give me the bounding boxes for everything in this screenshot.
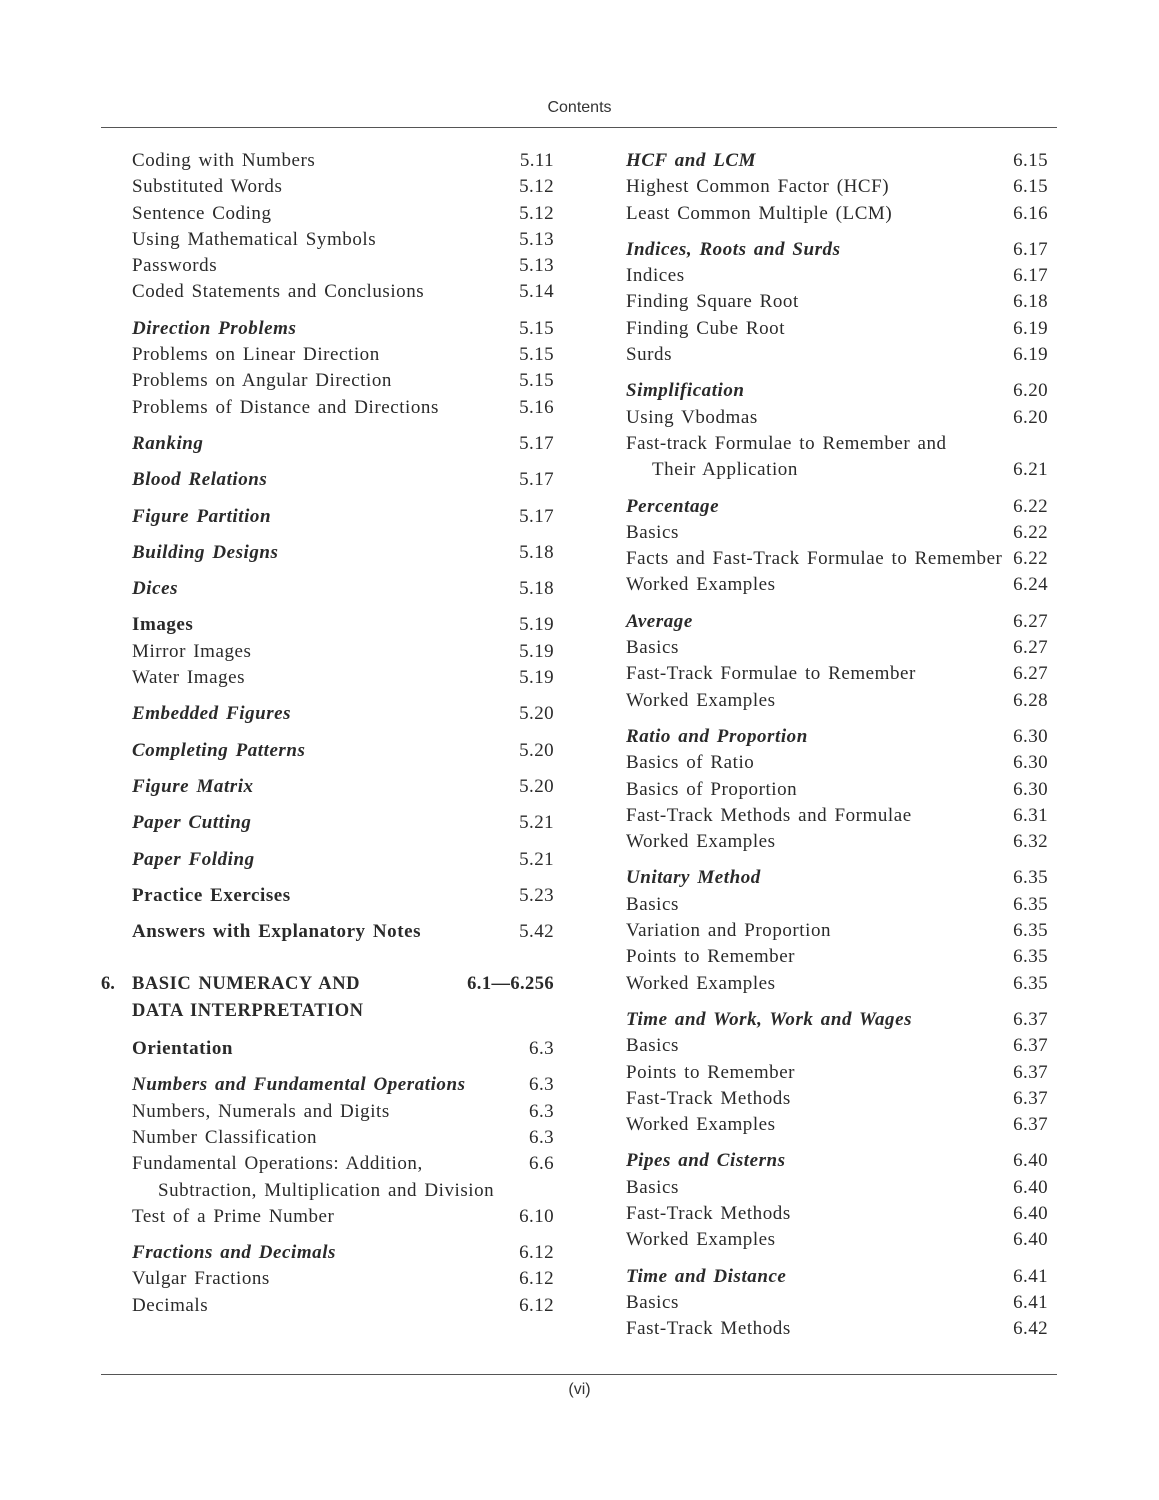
toc-entry	[626, 572, 1048, 598]
entry-page: 6.27	[1013, 610, 1048, 632]
toc-entry	[132, 368, 554, 394]
toc-entry	[132, 201, 554, 227]
entry-page: 6.41	[1013, 1265, 1048, 1287]
entry-page: 6.28	[1013, 689, 1048, 711]
entry-page: 6.3	[529, 1038, 554, 1060]
entry-page: 6.16	[1013, 202, 1048, 224]
toc-entry	[132, 342, 554, 368]
entry-page: 6.19	[1013, 344, 1048, 366]
entry-page: 6.3	[529, 1100, 554, 1122]
toc-entry	[626, 688, 1048, 714]
entry-page: 6.37	[1013, 1114, 1048, 1136]
toc-group	[132, 467, 554, 493]
entry-page: 5.18	[519, 541, 554, 563]
entry-page: 6.20	[1013, 380, 1048, 402]
toc-group	[132, 1036, 554, 1062]
section-pages: 6.1—6.256	[467, 974, 554, 995]
entry-page: 6.12	[519, 1294, 554, 1316]
toc-group	[626, 865, 1048, 996]
entry-title: Basics	[626, 1035, 679, 1057]
toc-entry	[626, 201, 1048, 227]
toc-group	[132, 883, 554, 909]
entry-page: 6.27	[1013, 637, 1048, 659]
entry-page: 6.21	[1013, 459, 1048, 481]
entry-page: 5.12	[519, 202, 554, 224]
entry-page: 5.42	[519, 921, 554, 943]
toc-heading-entry	[626, 865, 1048, 891]
toc-entry	[132, 665, 554, 691]
entry-title: Points to Remember	[626, 946, 796, 968]
toc-entry	[132, 148, 554, 174]
page-number: (vi)	[568, 1381, 591, 1398]
toc-heading-entry	[626, 494, 1048, 520]
toc-group	[132, 919, 554, 945]
entry-page: 6.37	[1013, 1035, 1048, 1057]
entry-title: Completing Patterns	[132, 739, 306, 761]
toc-heading-entry	[132, 738, 554, 764]
entry-title: Substituted Words	[132, 176, 283, 198]
entry-page: 6.35	[1013, 867, 1048, 889]
toc-group	[626, 378, 1048, 483]
running-head: Contents	[547, 99, 612, 116]
toc-entry	[132, 1099, 554, 1125]
entry-title: Answers with Explanatory Notes	[132, 921, 422, 943]
entry-title: Basics	[626, 521, 679, 543]
toc-entry	[626, 803, 1048, 829]
toc-entry	[626, 1227, 1048, 1253]
toc-heading-entry	[132, 883, 554, 909]
entry-title: Fast-Track Formulae to Remember	[626, 663, 916, 685]
toc-entry	[626, 1086, 1048, 1112]
entry-page: 6.12	[519, 1268, 554, 1290]
entry-title: Worked Examples	[626, 689, 776, 711]
entry-title: Facts and Fast-Track Formulae to Remember	[626, 548, 1003, 570]
toc-entry	[132, 1293, 554, 1319]
toc-group	[132, 738, 554, 764]
entry-page: 5.20	[519, 775, 554, 797]
entry-title: Mirror Images	[132, 640, 252, 662]
toc-entry	[626, 661, 1048, 687]
section-title-line1: BASIC NUMERACY AND	[132, 974, 361, 995]
section-heading	[101, 971, 554, 1024]
entry-title: Worked Examples	[626, 574, 776, 596]
entry-page: 6.27	[1013, 663, 1048, 685]
toc-entry	[626, 829, 1048, 855]
entry-title: Fast-Track Methods and Formulae	[626, 804, 912, 826]
entry-page: 5.23	[519, 884, 554, 906]
entry-page: 5.15	[519, 370, 554, 392]
toc-right-column	[626, 148, 1048, 1352]
entry-page: 6.31	[1013, 804, 1048, 826]
entry-title: Numbers and Fundamental Operations	[132, 1074, 466, 1096]
toc-group	[626, 609, 1048, 714]
toc-entry	[626, 777, 1048, 803]
toc-heading-entry	[132, 701, 554, 727]
toc-entry	[132, 395, 554, 421]
toc-entry	[626, 342, 1048, 368]
entry-title: Water Images	[132, 667, 246, 689]
entry-page: 5.21	[519, 848, 554, 870]
entry-title: Using Vbodmas	[626, 406, 758, 428]
toc-heading-entry	[132, 540, 554, 566]
entry-page: 6.18	[1013, 291, 1048, 313]
entry-title: Indices, Roots and Surds	[626, 238, 841, 260]
entry-page: 6.22	[1013, 521, 1048, 543]
entry-title: Worked Examples	[626, 972, 776, 994]
entry-title: Ratio and Proportion	[626, 725, 808, 747]
entry-title: Finding Cube Root	[626, 317, 786, 339]
toc-heading-entry	[626, 724, 1048, 750]
toc-group	[132, 316, 554, 421]
toc-entry	[626, 457, 1048, 483]
toc-entry	[626, 1060, 1048, 1086]
entry-page: 5.19	[519, 640, 554, 662]
entry-page: 5.14	[519, 281, 554, 303]
entry-title: Decimals	[132, 1294, 209, 1316]
entry-title: Problems on Angular Direction	[132, 370, 392, 392]
toc-heading-entry	[626, 1148, 1048, 1174]
entry-title: Orientation	[132, 1038, 234, 1060]
entry-page: 6.17	[1013, 265, 1048, 287]
entry-title: Images	[132, 614, 194, 636]
entry-page: 6.17	[1013, 238, 1048, 260]
toc-group	[132, 504, 554, 530]
entry-title: Sentence Coding	[132, 202, 272, 224]
entry-page: 5.19	[519, 667, 554, 689]
toc-heading-entry	[132, 1072, 554, 1098]
toc-group	[132, 148, 554, 306]
toc-heading-entry	[132, 1240, 554, 1266]
entry-title: Indices	[626, 265, 685, 287]
entry-page: 5.19	[519, 614, 554, 636]
entry-title: Fundamental Operations: Addition,	[132, 1153, 423, 1175]
entry-title: HCF and LCM	[626, 150, 757, 171]
toc-left-column	[101, 148, 554, 1329]
entry-title: Fractions and Decimals	[132, 1242, 337, 1264]
entry-page: 6.20	[1013, 406, 1048, 428]
entry-title: Basics of Proportion	[626, 778, 798, 800]
entry-page: 6.35	[1013, 920, 1048, 942]
toc-entry	[626, 635, 1048, 661]
entry-title: Test of a Prime Number	[132, 1205, 335, 1227]
entry-page: 6.40	[1013, 1202, 1048, 1224]
toc-group	[132, 1240, 554, 1319]
toc-entry	[132, 1178, 554, 1204]
toc-entry	[132, 253, 554, 279]
toc-entry	[626, 1201, 1048, 1227]
entry-page: 6.12	[519, 1242, 554, 1264]
entry-title: Subtraction, Multiplication and Division	[158, 1179, 495, 1201]
entry-page: 6.30	[1013, 725, 1048, 747]
toc-entry	[626, 1175, 1048, 1201]
toc-entry	[626, 174, 1048, 200]
entry-title: Their Application	[652, 459, 798, 481]
footer-rule	[101, 1374, 1057, 1375]
toc-heading-entry	[626, 378, 1048, 404]
entry-page: 5.20	[519, 739, 554, 761]
entry-page: 5.20	[519, 703, 554, 725]
toc-entry	[626, 1316, 1048, 1342]
toc-entry	[626, 289, 1048, 315]
entry-page: 6.40	[1013, 1229, 1048, 1251]
toc-entry	[626, 405, 1048, 431]
toc-entry	[132, 1204, 554, 1230]
entry-title: Problems on Linear Direction	[132, 344, 380, 366]
entry-title: Fast-Track Methods	[626, 1318, 791, 1340]
toc-entry	[132, 1151, 554, 1177]
toc-entry	[626, 520, 1048, 546]
toc-group	[132, 774, 554, 800]
toc-heading-entry	[132, 774, 554, 800]
entry-title: Time and Work, Work and Wages	[626, 1008, 913, 1030]
toc-entry	[132, 639, 554, 665]
entry-page: 6.22	[1013, 548, 1048, 570]
entry-title: Unitary Method	[626, 867, 761, 889]
toc-entry	[626, 1290, 1048, 1316]
toc-heading-entry	[132, 576, 554, 602]
toc-entry	[626, 546, 1048, 572]
entry-page: 6.3	[529, 1074, 554, 1096]
entry-title: Basics	[626, 1176, 679, 1198]
toc-entry	[132, 1125, 554, 1151]
toc-group	[626, 237, 1048, 368]
entry-page: 5.11	[519, 150, 554, 171]
entry-page: 5.18	[519, 578, 554, 600]
entry-page: 6.40	[1013, 1176, 1048, 1198]
toc-heading-entry	[626, 237, 1048, 263]
entry-title: Highest Common Factor (HCF)	[626, 176, 890, 198]
entry-page: 6.41	[1013, 1291, 1048, 1313]
toc-entry	[132, 1266, 554, 1292]
entry-title: Figure Matrix	[132, 775, 254, 797]
entry-page: 5.15	[519, 344, 554, 366]
entry-page: 6.6	[529, 1153, 554, 1175]
entry-title: Points to Remember	[626, 1061, 796, 1083]
entry-title: Fast-Track Methods	[626, 1087, 791, 1109]
toc-heading-entry	[132, 847, 554, 873]
entry-title: Number Classification	[132, 1126, 318, 1148]
toc-heading-entry	[132, 612, 554, 638]
entry-title: Average	[626, 610, 693, 632]
toc-heading-entry	[132, 919, 554, 945]
toc-heading-entry	[132, 810, 554, 836]
section-title-line2: DATA INTERPRETATION	[132, 1000, 364, 1021]
toc-entry	[626, 892, 1048, 918]
entry-title: Percentage	[626, 495, 720, 517]
entry-page: 5.17	[519, 505, 554, 527]
entry-title: Finding Square Root	[626, 291, 799, 313]
entry-title: Using Mathematical Symbols	[132, 228, 377, 250]
toc-entry	[626, 944, 1048, 970]
toc-entry	[626, 263, 1048, 289]
toc-group	[132, 612, 554, 691]
entry-title: Figure Partition	[132, 505, 272, 527]
entry-title: Direction Problems	[132, 317, 297, 339]
entry-title: Basics of Ratio	[626, 752, 755, 774]
entry-title: Coding with Numbers	[132, 150, 316, 171]
entry-title: Pipes and Cisterns	[626, 1150, 786, 1172]
entry-title: Practice Exercises	[132, 884, 291, 906]
entry-page: 5.12	[519, 176, 554, 198]
toc-entry	[626, 1112, 1048, 1138]
entry-page: 6.15	[1013, 176, 1048, 198]
toc-heading-entry	[626, 148, 1048, 174]
entry-title: Paper Folding	[132, 848, 255, 870]
toc-group	[626, 1264, 1048, 1343]
toc-group	[132, 1072, 554, 1230]
entry-title: Dices	[132, 578, 179, 600]
entry-title: Problems of Distance and Directions	[132, 396, 439, 418]
entry-page: 5.17	[519, 432, 554, 454]
entry-page: 6.37	[1013, 1008, 1048, 1030]
entry-page: 6.32	[1013, 831, 1048, 853]
entry-title: Paper Cutting	[132, 812, 252, 834]
entry-page: 5.17	[519, 469, 554, 491]
toc-heading-entry	[626, 609, 1048, 635]
toc-heading-entry	[132, 1036, 554, 1062]
toc-heading-entry	[626, 1007, 1048, 1033]
entry-title: Simplification	[626, 380, 745, 402]
entry-page: 6.35	[1013, 893, 1048, 915]
entry-title: Ranking	[132, 432, 204, 454]
entry-title: Surds	[626, 344, 673, 366]
entry-page: 6.24	[1013, 574, 1048, 596]
entry-page: 6.35	[1013, 946, 1048, 968]
entry-page: 6.30	[1013, 778, 1048, 800]
entry-title: Worked Examples	[626, 1114, 776, 1136]
toc-group	[626, 148, 1048, 227]
toc-entry	[626, 1033, 1048, 1059]
entry-title: Numbers, Numerals and Digits	[132, 1100, 390, 1122]
entry-page: 6.30	[1013, 752, 1048, 774]
toc-group	[132, 847, 554, 873]
toc-entry	[132, 174, 554, 200]
section-number: 6.	[101, 974, 115, 995]
toc-heading-entry	[132, 504, 554, 530]
entry-page: 5.13	[519, 228, 554, 250]
entry-title: Vulgar Fractions	[132, 1268, 270, 1290]
entry-page: 6.22	[1013, 495, 1048, 517]
entry-page: 5.13	[519, 255, 554, 277]
toc-group	[132, 701, 554, 727]
toc-heading-entry	[132, 467, 554, 493]
entry-page: 6.40	[1013, 1150, 1048, 1172]
entry-page: 6.19	[1013, 317, 1048, 339]
entry-title: Worked Examples	[626, 1229, 776, 1251]
toc-group	[626, 1007, 1048, 1138]
entry-page: 6.37	[1013, 1061, 1048, 1083]
toc-entry	[626, 316, 1048, 342]
entry-title: Embedded Figures	[132, 703, 292, 725]
entry-page: 5.21	[519, 812, 554, 834]
toc-group	[132, 810, 554, 836]
entry-page: 6.42	[1013, 1318, 1048, 1340]
toc-entry	[626, 431, 1048, 457]
toc-entry	[132, 227, 554, 253]
toc-group	[626, 1148, 1048, 1253]
entry-title: Worked Examples	[626, 831, 776, 853]
toc-group	[132, 540, 554, 566]
toc-entry	[626, 918, 1048, 944]
toc-heading-entry	[626, 1264, 1048, 1290]
toc-entry	[626, 971, 1048, 997]
entry-page: 6.35	[1013, 972, 1048, 994]
entry-title: Least Common Multiple (LCM)	[626, 202, 893, 224]
toc-group	[132, 576, 554, 602]
toc-entry	[132, 279, 554, 305]
entry-page: 6.37	[1013, 1087, 1048, 1109]
entry-page: 6.15	[1013, 150, 1048, 171]
entry-title: Coded Statements and Conclusions	[132, 281, 425, 303]
toc-group	[626, 494, 1048, 599]
header-rule	[101, 127, 1057, 128]
entry-title: Time and Distance	[626, 1265, 787, 1287]
entry-title: Passwords	[132, 255, 218, 277]
entry-title: Fast-track Formulae to Remember and	[626, 432, 947, 454]
toc-heading-entry	[132, 431, 554, 457]
entry-page: 6.10	[519, 1205, 554, 1227]
entry-title: Fast-Track Methods	[626, 1202, 791, 1224]
toc-group	[626, 724, 1048, 855]
entry-title: Building Designs	[132, 541, 279, 563]
entry-title: Basics	[626, 637, 679, 659]
entry-page: 5.15	[519, 317, 554, 339]
entry-title: Basics	[626, 893, 679, 915]
toc-entry	[626, 750, 1048, 776]
entry-title: Blood Relations	[132, 469, 268, 491]
entry-title: Basics	[626, 1291, 679, 1313]
toc-group	[132, 431, 554, 457]
entry-page: 5.16	[519, 396, 554, 418]
entry-title: Variation and Proportion	[626, 920, 832, 942]
entry-page: 6.3	[529, 1126, 554, 1148]
toc-heading-entry	[132, 316, 554, 342]
